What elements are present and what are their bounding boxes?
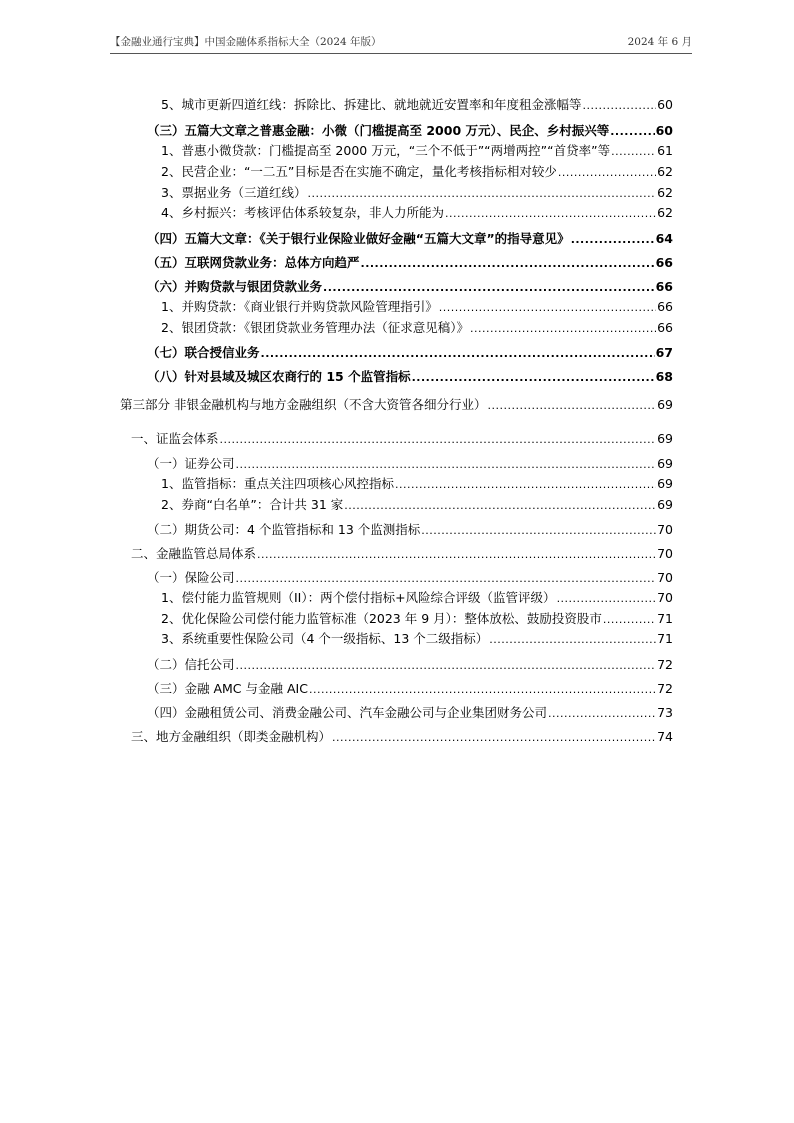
header-date: 2024 年 6 月 [627, 36, 692, 48]
toc-page-number: 66 [655, 255, 673, 270]
toc-leader-dots [557, 590, 657, 608]
toc-entry[interactable] [161, 319, 673, 337]
toc-entry[interactable] [161, 475, 673, 493]
toc-page-number: 61 [657, 143, 673, 158]
toc-entry-title: （五）互联网贷款业务：总体方向趋严 [147, 255, 360, 270]
toc-leader-dots [257, 546, 656, 564]
toc-page-number: 62 [657, 205, 673, 220]
toc-entry-title: 5、城市更新四道红线：拆除比、拆建比、就地就近安置率和年度租金涨幅等 [161, 97, 582, 112]
toc-entry-title: 3、票据业务（三道红线） [161, 185, 307, 200]
toc-page-number: 67 [655, 345, 673, 360]
toc-leader-dots [582, 97, 656, 115]
toc-leader-dots [610, 123, 654, 141]
toc-leader-dots [421, 522, 656, 540]
toc-entry[interactable] [147, 344, 673, 362]
toc-leader-dots [412, 369, 655, 387]
toc-entry[interactable] [161, 142, 673, 160]
toc-entry-title: （四）五篇大文章：《关于银行业保险业做好金融“五篇大文章”的指导意见》 [147, 231, 570, 246]
toc-entry[interactable] [147, 122, 673, 140]
toc-entry-title: （六）并购贷款与银团贷款业务 [147, 279, 323, 294]
toc-leader-dots [236, 657, 657, 675]
toc-entry[interactable] [161, 589, 673, 607]
toc-page-number: 71 [657, 631, 673, 646]
toc-entry-title: 2、民营企业：“一二五”目标是否在实施不确定，量化考核指标相对较少 [161, 164, 557, 179]
toc-leader-dots [439, 299, 656, 317]
toc-entry[interactable] [131, 545, 673, 563]
toc-entry-title: （一）证券公司 [147, 456, 235, 471]
toc-page-number: 70 [657, 522, 673, 537]
toc-entry[interactable] [147, 254, 673, 272]
toc-entry[interactable] [161, 298, 673, 316]
toc-leader-dots [309, 681, 656, 699]
toc-leader-dots [344, 497, 656, 515]
toc-page-number: 70 [657, 546, 673, 561]
toc-leader-dots [571, 231, 655, 249]
toc-entry-title: 三、地方金融组织（即类金融机构） [131, 729, 332, 744]
toc-entry[interactable] [161, 163, 673, 181]
toc-entry[interactable] [147, 521, 673, 539]
toc-leader-dots [323, 279, 655, 297]
toc-entry-title: 2、优化保险公司偿付能力监管标准（2023 年 9 月）：整体放松、鼓励投资股市 [161, 611, 602, 626]
toc-entry[interactable] [147, 680, 673, 698]
toc-entry-title: 2、券商“白名单”：合计共 31 家 [161, 497, 344, 512]
toc-entry[interactable] [147, 656, 673, 674]
toc-entry-title: 2、银团贷款：《银团贷款业务管理办法（征求意见稿）》 [161, 320, 469, 335]
toc-page-number: 70 [657, 570, 673, 585]
toc-entry[interactable] [131, 430, 673, 448]
toc-page-number: 69 [657, 476, 673, 491]
toc-entry[interactable] [161, 610, 673, 628]
toc-entry-title: （三）五篇大文章之普惠金融：小微（门槛提高至 2000 万元）、民企、乡村振兴等 [147, 123, 610, 138]
toc-entry-title: 3、系统重要性保险公司（4 个一级指标、13 个二级指标） [161, 631, 489, 646]
toc-entry[interactable] [161, 204, 673, 222]
toc-entry[interactable] [147, 278, 673, 296]
toc-page-number: 69 [657, 397, 673, 412]
toc-entry[interactable] [120, 396, 673, 414]
toc-page-number: 60 [657, 97, 673, 112]
toc-leader-dots [445, 205, 656, 223]
toc-page-number: 66 [657, 320, 673, 335]
toc-page-number: 68 [655, 369, 673, 384]
toc-entry-title: 1、偿付能力监管规则（II）：两个偿付指标+风险综合评级（监管评级） [161, 590, 556, 605]
toc-entry-title: （三）金融 AMC 与金融 AIC [147, 681, 308, 696]
toc-leader-dots [261, 345, 655, 363]
toc-page-number: 66 [655, 279, 673, 294]
toc-entry[interactable] [161, 496, 673, 514]
toc-page-number: 62 [657, 164, 673, 179]
toc-leader-dots [558, 164, 656, 182]
toc-page-number: 66 [657, 299, 673, 314]
toc-page-number: 70 [657, 590, 673, 605]
toc-leader-dots [489, 631, 656, 649]
toc-entry[interactable] [147, 230, 673, 248]
toc-entry[interactable] [147, 569, 673, 587]
toc-page-number: 69 [657, 431, 673, 446]
toc-entry-title: 4、乡村振兴：考核评估体系较复杂，非人力所能为 [161, 205, 444, 220]
toc-entry[interactable] [131, 728, 673, 746]
toc-entry-title: 1、监管指标：重点关注四项核心风控指标 [161, 476, 394, 491]
toc-entry[interactable] [147, 455, 673, 473]
toc-page-number: 71 [657, 611, 673, 626]
toc-entry-title: （四）金融租赁公司、消费金融公司、汽车金融公司与企业集团财务公司 [147, 705, 548, 720]
toc-entry-title: 第三部分 非银金融机构与地方金融组织（不含大资管各细分行业） [120, 397, 487, 412]
toc-leader-dots [603, 611, 656, 629]
toc-page-number: 62 [657, 185, 673, 200]
toc-leader-dots [548, 705, 656, 723]
toc-page-number: 73 [657, 705, 673, 720]
toc-leader-dots [470, 320, 656, 338]
toc-leader-dots [361, 255, 655, 273]
toc-leader-dots [332, 729, 656, 747]
toc-entry-title: 一、证监会体系 [131, 431, 219, 446]
toc-leader-dots [487, 397, 656, 415]
toc-entry-title: （一）保险公司 [147, 570, 235, 585]
toc-leader-dots [307, 185, 656, 203]
toc-entry[interactable] [147, 368, 673, 386]
toc-leader-dots [395, 476, 656, 494]
toc-leader-dots [236, 456, 657, 474]
toc-entry-title: （二）信托公司 [147, 657, 235, 672]
header-rule [110, 53, 692, 54]
toc-page-number: 69 [657, 456, 673, 471]
toc-entry[interactable] [147, 704, 673, 722]
toc-entry-title: 二、金融监管总局体系 [131, 546, 257, 561]
toc-page-number: 69 [657, 497, 673, 512]
toc-page-number: 60 [655, 123, 673, 138]
toc-leader-dots [611, 143, 656, 161]
toc-entry[interactable] [161, 184, 673, 202]
toc-page-number: 72 [657, 681, 673, 696]
toc-page-number: 64 [655, 231, 673, 246]
toc-entry[interactable] [161, 96, 673, 114]
toc-leader-dots [236, 570, 657, 588]
toc-entry-title: 1、并购贷款：《商业银行并购贷款风险管理指引》 [161, 299, 438, 314]
toc-page-number: 72 [657, 657, 673, 672]
header-title: 【金融业通行宝典】中国金融体系指标大全（2024 年版） [110, 36, 382, 48]
toc-page-number: 74 [657, 729, 673, 744]
toc-entry-title: （七）联合授信业务 [147, 345, 260, 360]
toc-entry-title: （八）针对县域及城区农商行的 15 个监管指标 [147, 369, 411, 384]
toc-entry-title: 1、普惠小微贷款：门槛提高至 2000 万元，“三个不低于”“两增两控”“首贷率”等 [161, 143, 611, 158]
running-header [110, 34, 692, 50]
toc-entry[interactable] [161, 630, 673, 648]
toc-entry-title: （二）期货公司：4 个监管指标和 13 个监测指标 [147, 522, 421, 537]
toc-leader-dots [220, 431, 657, 449]
